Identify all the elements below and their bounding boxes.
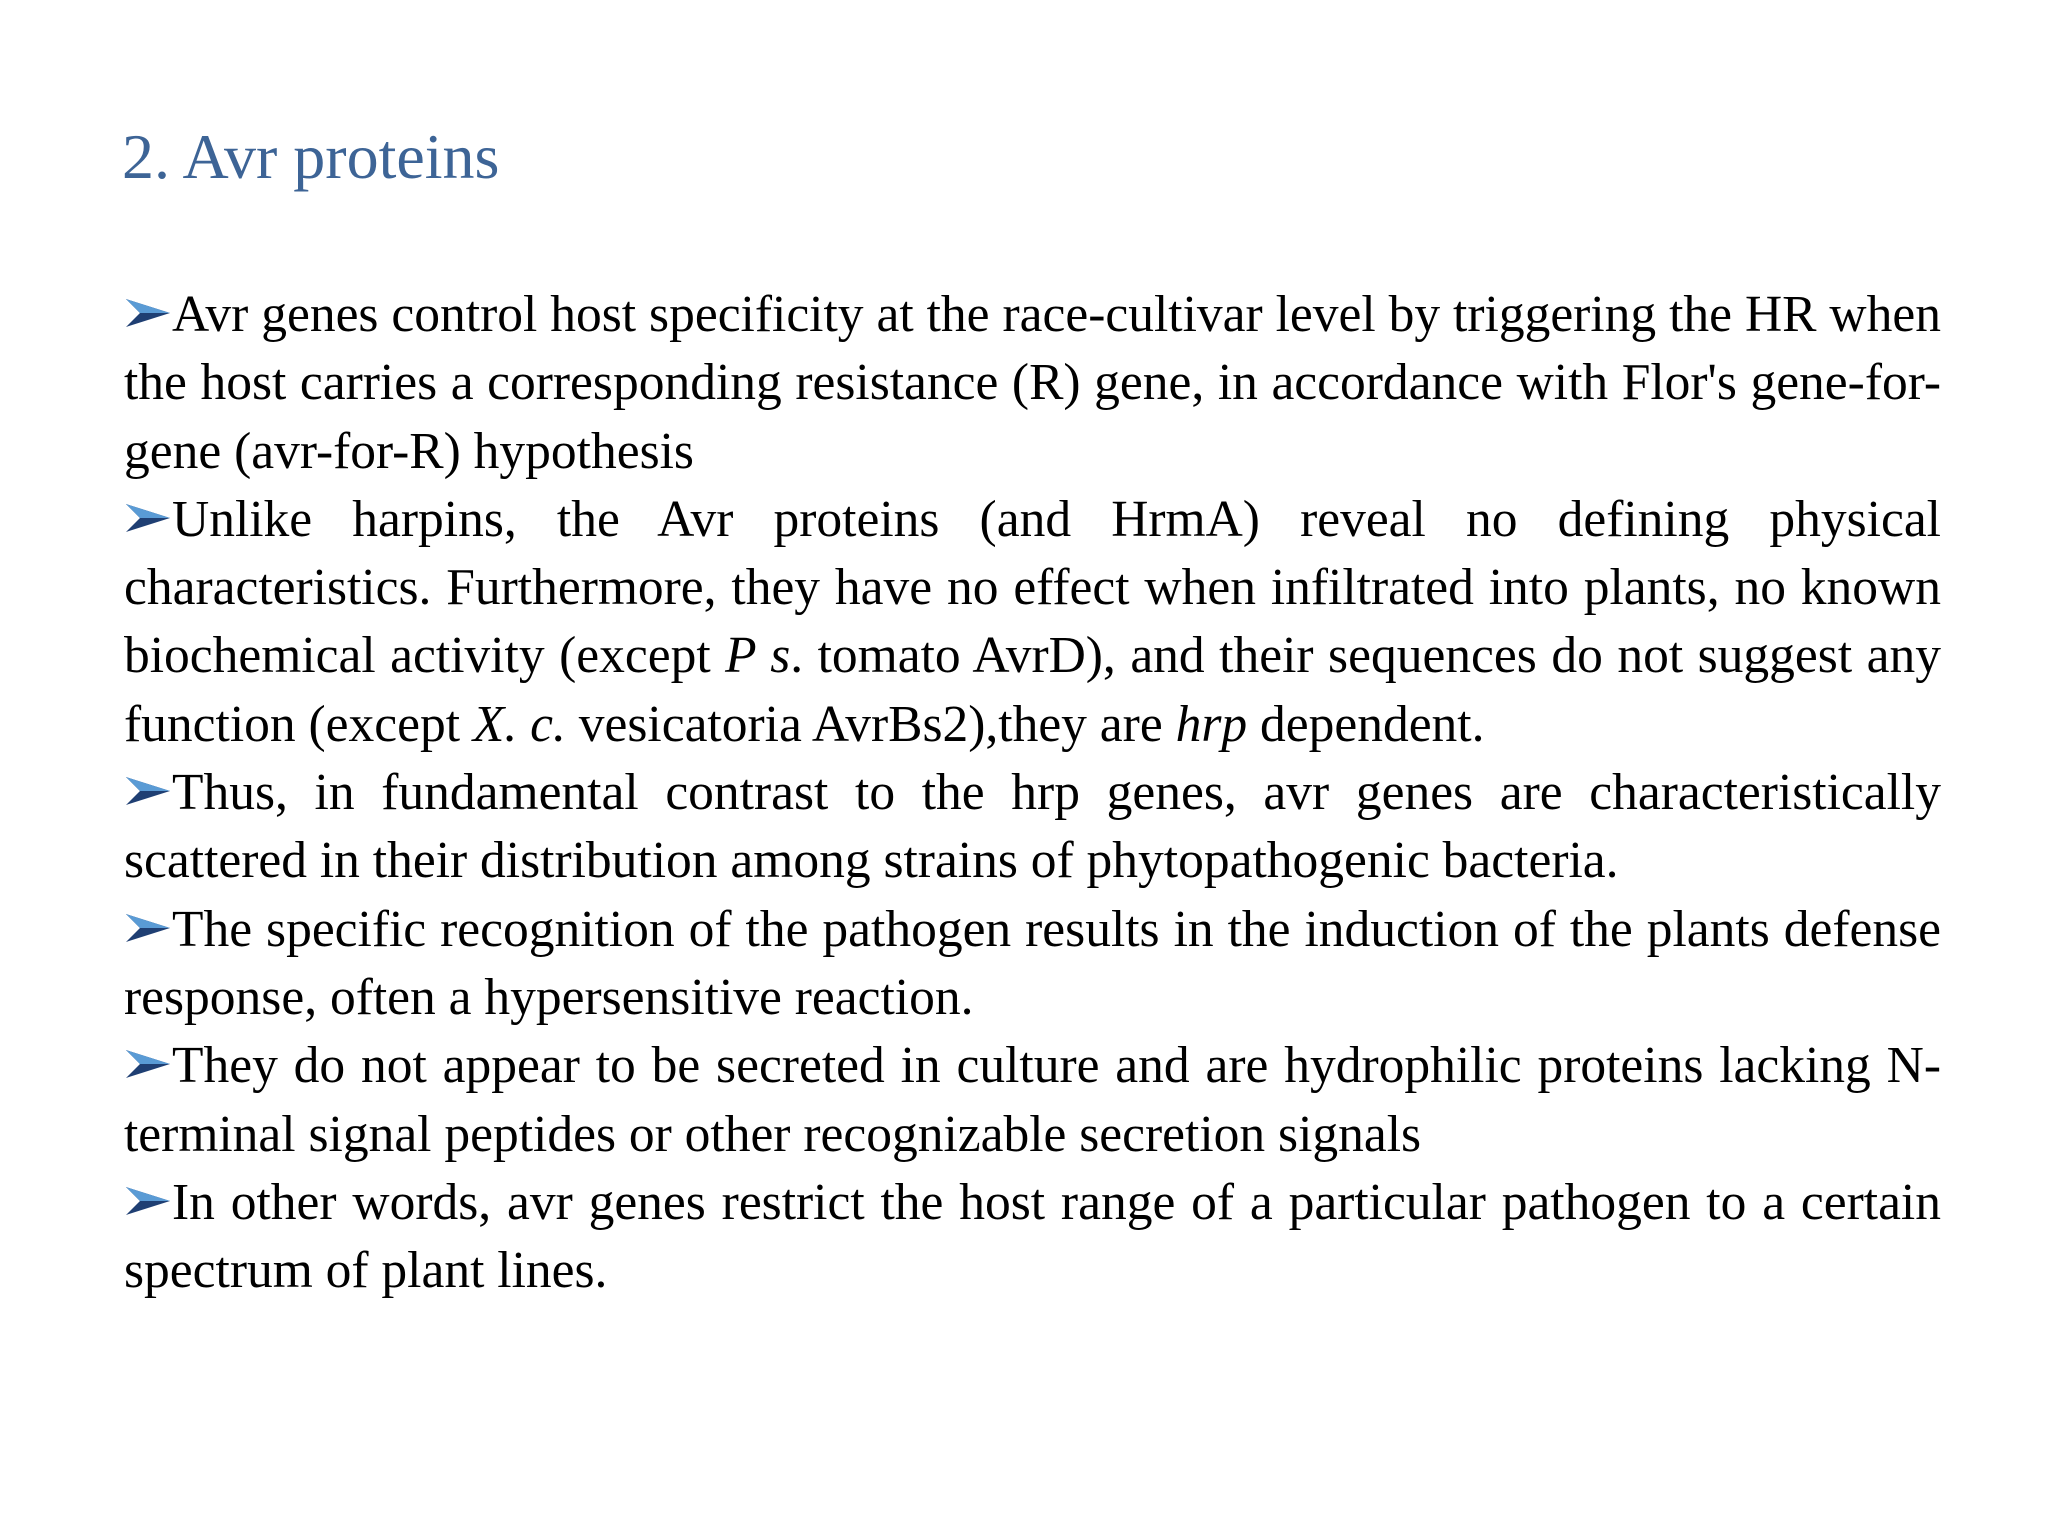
bullet-item: [124, 1032, 1941, 1169]
arrowhead-bullet-icon: [124, 908, 172, 948]
species-abbreviation: P s: [725, 627, 791, 685]
slide-title: 2. Avr proteins: [122, 121, 500, 192]
arrowhead-bullet-icon: [124, 498, 172, 538]
bullet-item: [124, 486, 1941, 759]
arrowhead-bullet-icon: [124, 1044, 172, 1084]
arrowhead-bullet-icon: [124, 1181, 172, 1221]
species-abbreviation: X. c.: [472, 695, 566, 753]
bullet-text: Unlike harpins, the Avr proteins (and HrmA) reveal no defining physical characteristics. Furthermore, they have no effect when infiltrated into plants, no known biochemical activity (except: [124, 490, 1941, 685]
bullet-text: They do not appear to be secreted in culture and are hydrophilic proteins lacking N-terminal signal peptides or other recognizable secretion signals: [124, 1037, 1941, 1163]
bullet-text: Thus, in fundamental contrast to the hrp genes, avr genes are characteristically scattered in their distribution among strains of phytopathogenic bacteria.: [124, 764, 1941, 890]
bullet-text: In other words, avr genes restrict the host range of a particular pathogen to a certain spectrum of plant lines.: [124, 1173, 1941, 1300]
arrowhead-bullet-icon: [124, 771, 172, 811]
bullet-text: Avr genes control host specificity at the race-cultivar level by triggering the HR when the host carries a corresponding resistance (R) gene, in accordance with Flor's gene-for-gene (avr-for-R) hypothesis: [124, 286, 1941, 480]
bullet-item: [124, 281, 1941, 486]
bullet-text: The specific recognition of the pathogen results in the induction of the plants defense response, often a hypersensitive reaction.: [124, 900, 1941, 1026]
bullet-item: [124, 896, 1941, 1033]
slide-body: [124, 281, 1941, 1305]
bullet-item: [124, 1169, 1941, 1306]
arrowhead-bullet-icon: [124, 293, 172, 333]
gene-name: hrp: [1175, 695, 1248, 753]
bullet-text: dependent.: [1247, 695, 1485, 753]
bullet-item: [124, 759, 1941, 896]
bullet-text: vesicatoria AvrBs2),they are: [565, 695, 1176, 753]
bullet-text: . tomato AvrD), and their sequences do not suggest any function (except: [124, 627, 1942, 753]
